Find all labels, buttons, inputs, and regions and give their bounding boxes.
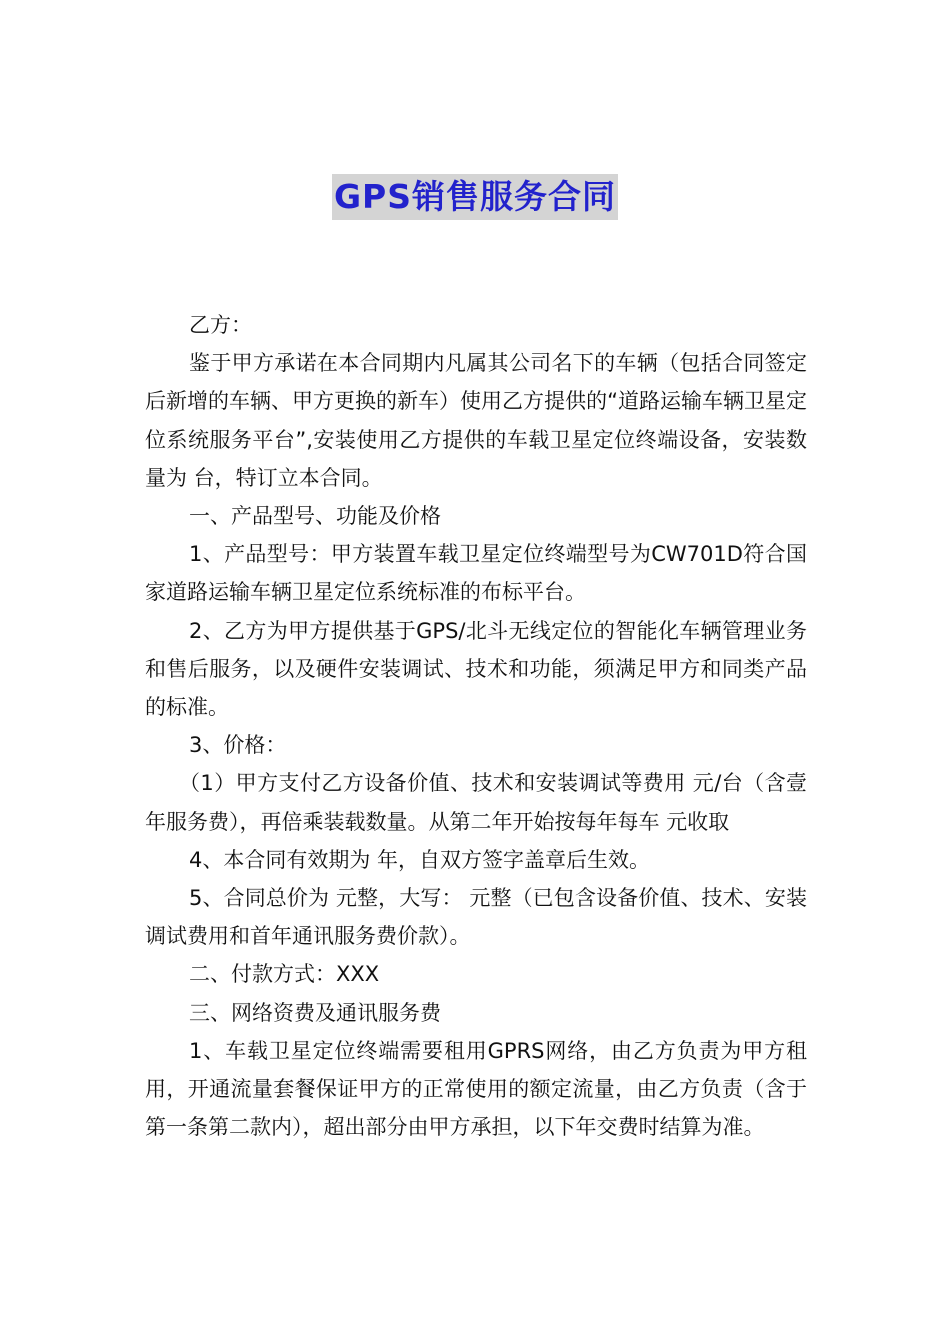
paragraph-preamble: 鉴于甲方承诺在本合同期内凡属其公司名下的车辆（包括合同签定后新增的车辆、甲方更换的新车）使用乙方提供的“道路运输车辆卫星定位系统服务平台”,安装使用乙方提供的车载卫星定位终端设备，安装数量为 台，特订立本合同。	[145, 351, 807, 490]
paragraph-clause-3-1: 1、车载卫星定位终端需要租用GPRS网络，由乙方负责为甲方租用，开通流量套餐保证甲方的正常使用的额定流量，由乙方负责（含于第一条第二款内），超出部分由甲方承担，以下年交费时结算为准。	[145, 1038, 807, 1140]
title-container	[0, 174, 950, 220]
paragraph-clause-1-1: 1、产品型号：甲方装置车载卫星定位终端型号为CW701D符合国家道路运输车辆卫星定位系统标准的布标平台。	[145, 542, 807, 605]
heading-section-3: 三、网络资费及通讯服务费	[189, 1000, 441, 1025]
document-title: GPS销售服务合同	[332, 174, 618, 220]
paragraph-party-b: 乙方：	[189, 313, 252, 337]
heading-section-1: 一、产品型号、功能及价格	[189, 504, 441, 529]
paragraph-clause-1-3: 3、价格：	[189, 733, 287, 758]
document-body	[145, 306, 807, 1146]
paragraph-clause-1-4: 4、本合同有效期为 年，自双方签字盖章后生效。	[189, 847, 651, 872]
paragraph-clause-1-2: 2、乙方为甲方提供基于GPS/北斗无线定位的智能化车辆管理业务和售后服务，以及硬件安装调试、技术和功能，须满足甲方和同类产品的标准。	[145, 618, 807, 720]
paragraph-clause-1-3-1: （1）甲方支付乙方设备价值、技术和安装调试等费用 元/台（含壹年服务费），再倍乘装载数量。从第二年开始按每年每车 元收取	[145, 771, 807, 834]
heading-section-2: 二、付款方式：XXX	[189, 962, 380, 987]
paragraph-clause-1-5: 5、合同总价为 元整，大写： 元整（已包含设备价值、技术、安装调试费用和首年通讯服务费价款）。	[145, 886, 807, 949]
